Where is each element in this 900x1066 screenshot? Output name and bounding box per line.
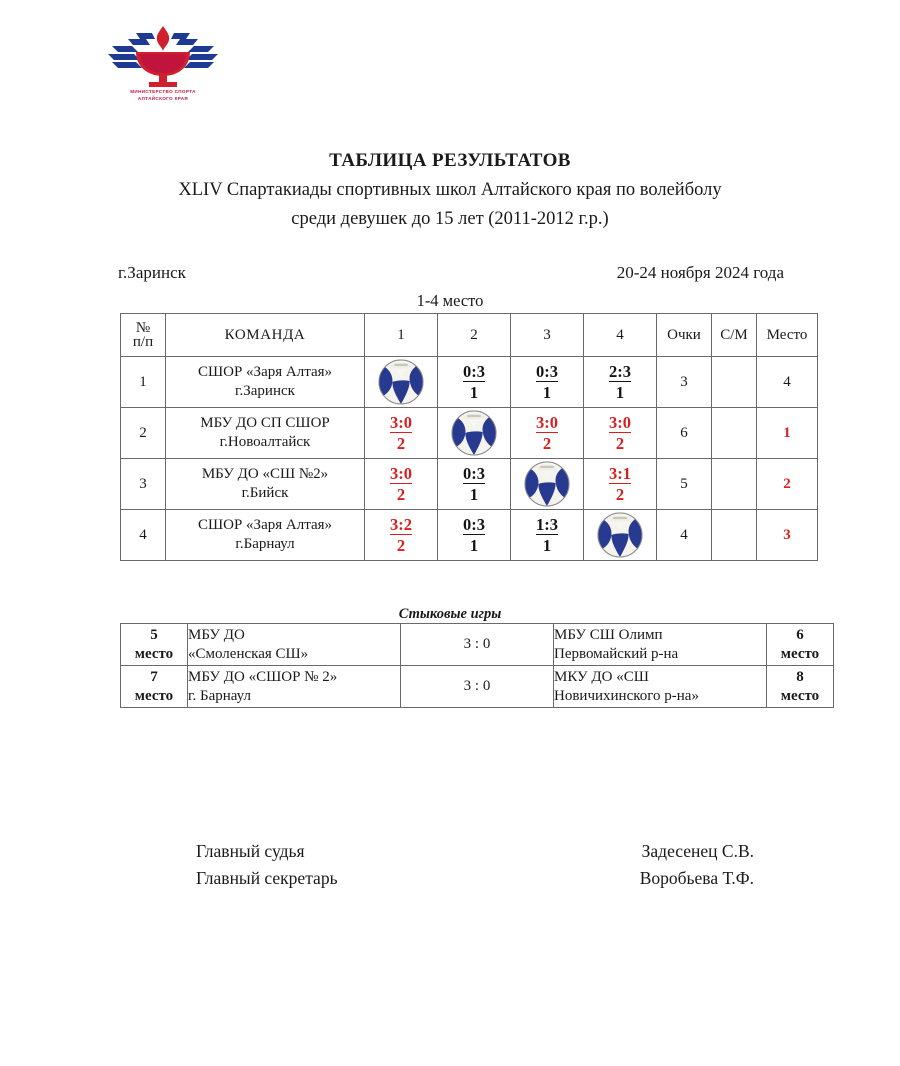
self-match-cell [438,408,511,459]
self-match-cell [511,459,584,510]
header-sm: С/М [712,314,757,357]
match-sets: 3:0 [390,413,412,432]
page-title: ТАБЛИЦА РЕЗУЛЬТАТОВ [329,150,571,171]
match-result-cell [584,459,657,510]
team-cell [166,459,365,510]
playoff-left-team-line2: г. Барнаул [188,687,251,704]
signature-row [196,838,754,865]
self-match-cell [365,357,438,408]
document-title-block [0,148,900,234]
match-points: 1 [542,536,552,555]
match-result-cell [365,459,438,510]
playoff-right-seed-word: место [780,645,820,662]
playoff-row [121,666,834,708]
playoff-row [121,624,834,666]
match-score [584,362,656,402]
playoff-left-team [188,624,401,666]
table-header-row [121,314,818,357]
header-opponent-2: 2 [438,314,511,357]
match-points: 2 [396,536,406,555]
match-result-cell [511,510,584,561]
group-label: 1-4 место [416,291,484,310]
match-sets: 0:3 [463,515,485,534]
match-result-cell [438,510,511,561]
header-index-line2: п/п [132,334,154,350]
event-meta [118,263,784,283]
match-points: 2 [396,434,406,453]
signature-role: Главный судья [196,841,305,861]
match-result-cell [438,459,511,510]
volleyball-icon [597,512,643,558]
match-points: 2 [396,485,406,504]
event-dates: 20-24 ноября 2024 года [616,263,784,282]
signature-row [196,865,754,892]
match-score [511,515,583,555]
header-index [121,314,166,357]
match-score [511,413,583,453]
playoff-left-seed-number: 7 [150,668,158,685]
match-sets: 0:3 [536,362,558,381]
match-points: 1 [542,383,552,402]
results-table [120,313,818,561]
match-result-cell [584,408,657,459]
match-sets: 3:0 [390,464,412,483]
match-result-cell [365,408,438,459]
header-team: КОМАНДА [166,314,365,357]
table-row [121,459,818,510]
playoff-left-seed-word: место [134,687,174,704]
team-name: МБУ ДО «СШ №2» [201,466,329,482]
match-sets: 3:0 [536,413,558,432]
match-points: 1 [469,383,479,402]
logo-caption-line2: АЛТАЙСКОГО КРАЯ [137,95,189,101]
team-city: г.Новоалтайск [219,434,311,450]
match-result-cell [438,357,511,408]
team-name: МБУ ДО СП СШОР [200,415,330,431]
match-points: 2 [615,485,625,504]
header-opponent-1: 1 [365,314,438,357]
playoff-right-team-line1: МКУ ДО «СШ [554,668,649,685]
match-points: 2 [615,434,625,453]
team-name: СШОР «Заря Алтая» [198,517,332,533]
self-match-cell [584,510,657,561]
match-score [365,464,437,504]
match-score [438,464,510,504]
playoff-right-seed-word: место [780,687,820,704]
match-result-cell [511,357,584,408]
playoff-right-team [554,666,767,708]
team-cell [166,408,365,459]
match-points: 2 [542,434,552,453]
match-sets: 0:3 [463,464,485,483]
team-city: г.Барнаул [235,536,295,552]
total-points: 5 [657,459,712,510]
team-cell [166,357,365,408]
sm-value [712,510,757,561]
playoff-left-team [188,666,401,708]
match-score [365,413,437,453]
ministry-of-sport-altai-krai-logo [106,26,220,92]
playoff-left-team-line2: «Смоленская СШ» [188,645,309,662]
match-result-cell [511,408,584,459]
match-sets: 3:0 [609,413,631,432]
match-points: 1 [469,485,479,504]
header-index-line1: № [135,320,151,336]
signature-name: Задесенец С.В. [641,841,754,861]
row-index: 1 [121,357,166,408]
match-sets: 1:3 [536,515,558,534]
title-subtitle-line1: XLIV Спартакиады спортивных школ Алтайского края по волейболу [178,180,722,200]
match-score [584,464,656,504]
match-score [511,362,583,402]
total-points: 3 [657,357,712,408]
playoff-right-team [554,624,767,666]
match-result-cell [365,510,438,561]
final-place: 4 [757,357,818,408]
row-index: 4 [121,510,166,561]
volleyball-icon [451,410,497,456]
table-row [121,357,818,408]
playoff-section-label: Стыковые игры [398,606,502,622]
row-index: 2 [121,408,166,459]
playoff-right-team-line2: Новичихинского р-на» [554,687,699,704]
final-place: 1 [757,408,818,459]
sm-value [712,357,757,408]
playoff-score: 3 : 0 [401,624,554,666]
total-points: 4 [657,510,712,561]
match-points: 1 [615,383,625,402]
playoff-right-seed [767,624,834,666]
signature-name: Воробьева Т.Ф. [639,868,754,888]
team-name: СШОР «Заря Алтая» [198,364,332,380]
signature-block [196,838,754,892]
playoff-score: 3 : 0 [401,666,554,708]
final-place: 2 [757,459,818,510]
team-city: г.Заринск [235,383,295,399]
match-sets: 3:1 [609,464,631,483]
volleyball-icon [524,461,570,507]
total-points: 6 [657,408,712,459]
header-opponent-3: 3 [511,314,584,357]
playoff-left-seed [121,666,188,708]
playoff-left-seed-number: 5 [150,626,158,643]
match-score [365,515,437,555]
team-cell [166,510,365,561]
header-place: Место [757,314,818,357]
match-points: 1 [469,536,479,555]
table-row [121,510,818,561]
sm-value [712,408,757,459]
match-score [438,515,510,555]
playoff-right-team-line2: Первомайский р-на [554,645,679,662]
logo-caption [106,89,220,102]
playoff-table [120,623,834,708]
title-subtitle-line2: среди девушек до 15 лет (2011-2012 г.р.) [291,209,609,229]
signature-role: Главный секретарь [196,868,338,888]
logo-caption-line1: МИНИСТЕРСТВО СПОРТА [130,89,196,94]
playoff-right-team-line1: МБУ СШ Олимп [554,626,663,643]
match-score [584,413,656,453]
match-sets: 3:2 [390,515,412,534]
playoff-right-seed-number: 6 [796,626,804,643]
final-place: 3 [757,510,818,561]
header-opponent-4: 4 [584,314,657,357]
volleyball-icon [378,359,424,405]
match-score [438,362,510,402]
table-row [121,408,818,459]
playoff-left-seed-word: место [134,645,174,662]
header-points: Очки [657,314,712,357]
row-index: 3 [121,459,166,510]
team-city: г.Бийск [241,485,289,501]
match-result-cell [584,357,657,408]
match-sets: 0:3 [463,362,485,381]
match-sets: 2:3 [609,362,631,381]
playoff-left-seed [121,624,188,666]
ministry-logo [106,26,220,110]
sm-value [712,459,757,510]
event-city: г.Заринск [118,263,186,282]
playoff-right-seed [767,666,834,708]
playoff-left-team-line1: МБУ ДО «СШОР № 2» [188,668,338,685]
playoff-right-seed-number: 8 [796,668,804,685]
playoff-left-team-line1: МБУ ДО [188,626,245,643]
